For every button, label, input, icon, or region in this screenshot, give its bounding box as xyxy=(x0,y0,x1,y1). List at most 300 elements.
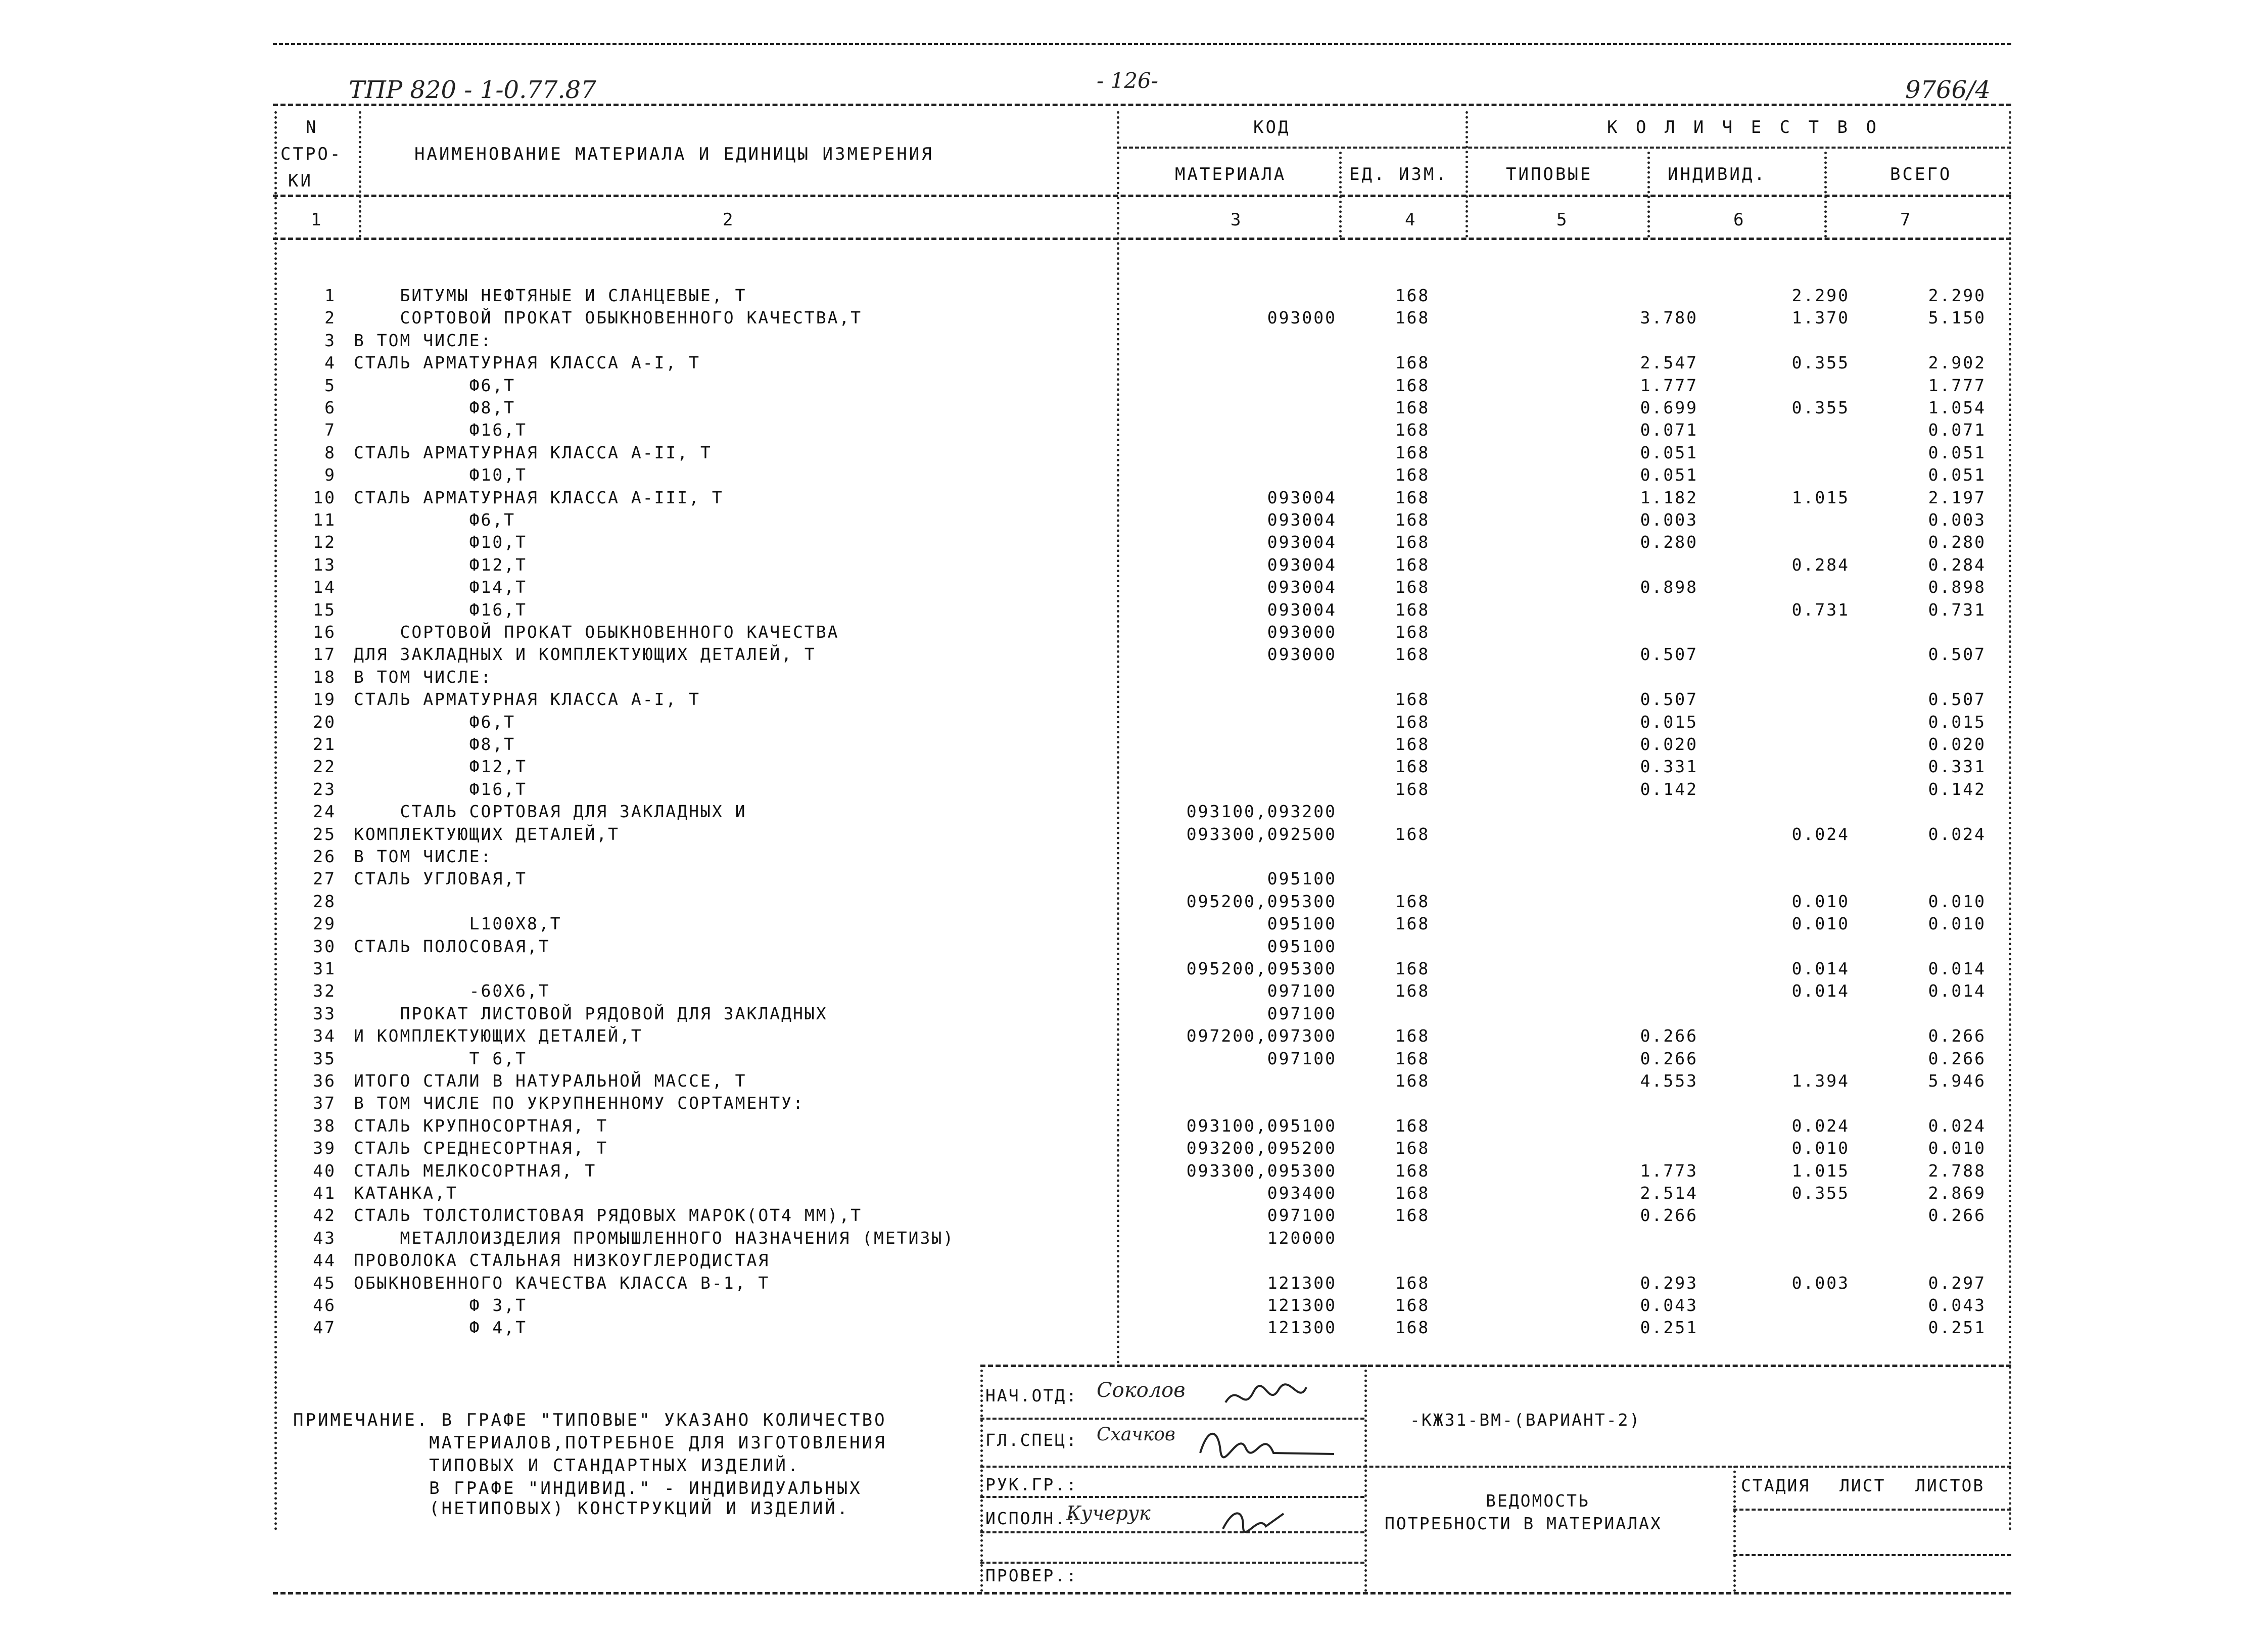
qty-total: 0.507 xyxy=(1928,644,1986,665)
qty-typical: 0.331 xyxy=(1640,757,1698,777)
row-number: 9 xyxy=(324,465,336,485)
qty-total: 1.054 xyxy=(1928,398,1986,417)
row-number: 17 xyxy=(313,644,336,665)
qty-typical: 0.293 xyxy=(1640,1273,1698,1293)
unit-code: 168 xyxy=(1395,554,1430,575)
unit-code: 168 xyxy=(1395,465,1430,485)
row-number: 38 xyxy=(313,1115,336,1136)
unit-code: 168 xyxy=(1395,577,1430,597)
row-number: 3 xyxy=(324,330,336,350)
row-number: 7 xyxy=(324,420,336,440)
stamp-nach-otd-name: Соколов xyxy=(1097,1379,1186,1402)
material-name: СТАЛЬ АРМАТУРНАЯ КЛАССА А-I, Т xyxy=(354,689,701,710)
material-code: 093100,093200 xyxy=(1186,802,1337,822)
stamp-line-4 xyxy=(980,1531,1364,1533)
note-line-2: МАТЕРИАЛОВ,ПОТРЕБНОЕ ДЛЯ ИЗГОТОВЛЕНИЯ xyxy=(293,1433,887,1453)
material-name: Т 6,Т xyxy=(354,1048,528,1068)
table-bottom-line xyxy=(980,1365,2011,1367)
row-number: 5 xyxy=(324,375,336,395)
qty-total: 0.010 xyxy=(1928,891,1986,911)
material-name: СТАЛЬ ПОЛОСОВАЯ,Т xyxy=(354,936,550,956)
material-name: В ТОМ ЧИСЛЕ: xyxy=(354,667,493,687)
material-name: ОБЫКНОВЕННОГО КАЧЕСТВА КЛАССА В-1, Т xyxy=(354,1273,770,1293)
unit-code: 168 xyxy=(1395,1273,1430,1293)
table-row xyxy=(0,532,2268,554)
unit-code: 168 xyxy=(1395,959,1430,978)
unit-code: 168 xyxy=(1395,622,1430,642)
sep-typ-ind xyxy=(1647,152,1650,238)
qty-typical: 0.142 xyxy=(1640,779,1698,799)
page-number: - 126- xyxy=(1097,68,1158,93)
col-num-3: 3 xyxy=(1231,210,1243,230)
material-name: В ТОМ ЧИСЛЕ: xyxy=(354,330,493,350)
table-row xyxy=(0,331,2268,353)
qty-individual: 0.355 xyxy=(1791,398,1850,417)
material-name: СТАЛЬ УГЛОВАЯ,Т xyxy=(354,869,528,889)
qty-typical: 0.003 xyxy=(1640,510,1698,530)
row-number: 33 xyxy=(313,1003,336,1023)
qty-typical: 0.051 xyxy=(1640,442,1698,462)
bottom-border xyxy=(273,1592,2011,1594)
unit-code: 168 xyxy=(1395,420,1430,440)
qty-individual: 0.010 xyxy=(1791,1138,1850,1158)
col-code-unit: ЕД. ИЗМ. xyxy=(1349,164,1448,184)
material-name: БИТУМЫ НЕФТЯНЫЕ И СЛАНЦЕВЫЕ, Т xyxy=(354,286,747,305)
material-code: 093000 xyxy=(1267,644,1337,665)
stamp-sep-1 xyxy=(1364,1365,1367,1592)
table-row xyxy=(0,1250,2268,1273)
unit-code: 168 xyxy=(1395,1115,1430,1136)
qty-total: 0.266 xyxy=(1928,1205,1986,1226)
unit-code: 168 xyxy=(1395,981,1430,1001)
row-number: 8 xyxy=(324,442,336,462)
table-row xyxy=(0,1071,2268,1093)
material-name: СОРТОВОЙ ПРОКАТ ОБЫКНОВЕННОГО КАЧЕСТВА,Т xyxy=(354,308,863,328)
unit-code: 168 xyxy=(1395,353,1430,373)
row-number: 14 xyxy=(313,577,336,597)
qty-typical: 0.266 xyxy=(1640,1205,1698,1226)
stamp-line-1 xyxy=(980,1418,1364,1420)
row-number: 28 xyxy=(313,891,336,911)
material-name: КОМПЛЕКТУЮЩИХ ДЕТАЛЕЙ,Т xyxy=(354,824,620,844)
unit-code: 168 xyxy=(1395,1205,1430,1226)
stamp-title-line-2: ПОТРЕБНОСТИ В МАТЕРИАЛАХ xyxy=(1385,1514,1662,1533)
material-code: 093400 xyxy=(1267,1183,1337,1203)
sep-ind-tot xyxy=(1824,152,1827,238)
unit-code: 168 xyxy=(1395,1318,1430,1338)
qty-typical: 2.547 xyxy=(1640,353,1698,373)
col-num-1: 1 xyxy=(311,210,323,230)
qty-typical: 0.699 xyxy=(1640,398,1698,417)
stamp-left-border xyxy=(980,1365,983,1592)
qty-typical: 0.043 xyxy=(1640,1295,1698,1315)
table-row xyxy=(0,824,2268,847)
qty-typical: 0.266 xyxy=(1640,1048,1698,1068)
row-number: 15 xyxy=(313,599,336,620)
table-row xyxy=(0,1183,2268,1205)
col-num-2: 2 xyxy=(723,210,735,230)
table-row xyxy=(0,757,2268,779)
material-name: Ф6,Т xyxy=(354,510,516,530)
qty-typical: 0.020 xyxy=(1640,734,1698,754)
material-name: L100X8,Т xyxy=(354,914,562,934)
material-name: ПРОКАТ ЛИСТОВОЙ РЯДОВОЙ ДЛЯ ЗАКЛАДНЫХ xyxy=(354,1003,828,1023)
unit-code: 168 xyxy=(1395,1026,1430,1046)
table-row xyxy=(0,644,2268,667)
qty-typical: 1.773 xyxy=(1640,1160,1698,1181)
qty-total: 2.788 xyxy=(1928,1160,1986,1181)
table-row xyxy=(0,420,2268,442)
unit-code: 168 xyxy=(1395,891,1430,911)
unit-code: 168 xyxy=(1395,779,1430,799)
material-code: 093300,092500 xyxy=(1186,824,1337,844)
table-row xyxy=(0,1273,2268,1295)
material-name: СТАЛЬ АРМАТУРНАЯ КЛАССА А-I, Т xyxy=(354,353,701,373)
unit-code: 168 xyxy=(1395,375,1430,395)
stamp-sheet: ЛИСТ xyxy=(1839,1476,1886,1495)
material-code: 120000 xyxy=(1267,1228,1337,1248)
table-row xyxy=(0,398,2268,420)
row-number: 16 xyxy=(313,622,336,642)
qty-total: 0.015 xyxy=(1928,712,1986,732)
row-number: 36 xyxy=(313,1071,336,1091)
qty-total: 0.071 xyxy=(1928,420,1986,440)
table-row xyxy=(0,981,2268,1003)
stamp-line-3 xyxy=(980,1496,1364,1498)
unit-code: 168 xyxy=(1395,286,1430,305)
row-number: 20 xyxy=(313,712,336,732)
col-qty-typical: ТИПОВЫЕ xyxy=(1506,164,1593,184)
stamp-gl-spec-name: Схачков xyxy=(1097,1424,1175,1445)
signature-nach-otd xyxy=(1223,1377,1309,1418)
row-number: 43 xyxy=(313,1228,336,1248)
col-code-material: МАТЕРИАЛА xyxy=(1175,164,1287,184)
material-code: 093200,095200 xyxy=(1186,1138,1337,1158)
col-qty-total: ВСЕГО xyxy=(1890,164,1952,184)
table-row xyxy=(0,689,2268,712)
material-name: СТАЛЬ СРЕДНЕСОРТНАЯ, Т xyxy=(354,1138,608,1158)
material-name: ИТОГО СТАЛИ В НАТУРАЛЬНОЙ МАССЕ, Т xyxy=(354,1071,747,1091)
material-name: Ф10,Т xyxy=(354,532,528,552)
doc-code: ТПР 820 - 1-0.77.87 xyxy=(349,76,596,104)
row-number: 11 xyxy=(313,510,336,530)
material-code: 095100 xyxy=(1267,914,1337,934)
unit-code: 168 xyxy=(1395,532,1430,552)
row-number: 25 xyxy=(313,824,336,844)
material-name: СТАЛЬ СОРТОВАЯ ДЛЯ ЗАКЛАДНЫХ И xyxy=(354,802,747,822)
col-no-line3: КИ xyxy=(288,171,313,191)
table-row xyxy=(0,959,2268,981)
unit-code: 168 xyxy=(1395,1295,1430,1315)
row-number: 10 xyxy=(313,487,336,507)
material-name: Ф14,Т xyxy=(354,577,528,597)
qty-total: 5.150 xyxy=(1928,308,1986,328)
qty-total: 0.898 xyxy=(1928,577,1986,597)
material-name: СТАЛЬ АРМАТУРНАЯ КЛАССА А-III, Т xyxy=(354,487,724,507)
unit-code: 168 xyxy=(1395,1048,1430,1068)
qty-total: 0.251 xyxy=(1928,1318,1986,1338)
sep-unit-typ xyxy=(1466,111,1468,238)
signature-ispoln xyxy=(1218,1504,1289,1539)
col-code-header: КОД xyxy=(1253,117,1291,137)
material-name: И КОМПЛЕКТУЮЩИХ ДЕТАЛЕЙ,Т xyxy=(354,1026,643,1046)
table-row xyxy=(0,847,2268,869)
stamp-line-7 xyxy=(1733,1554,2011,1556)
col-num-7: 7 xyxy=(1900,210,1913,230)
table-row xyxy=(0,712,2268,734)
qty-total: 0.266 xyxy=(1928,1026,1986,1046)
row-number: 26 xyxy=(313,847,336,866)
material-code: 093004 xyxy=(1267,532,1337,552)
qty-typical: 0.898 xyxy=(1640,577,1698,597)
row-number: 22 xyxy=(313,757,336,777)
material-name: СТАЛЬ МЕЛКОСОРТНАЯ, Т xyxy=(354,1160,597,1181)
material-name: Ф8,Т xyxy=(354,734,516,754)
table-row xyxy=(0,488,2268,510)
row-number: 32 xyxy=(313,981,336,1001)
material-code: 097100 xyxy=(1267,1003,1337,1023)
qty-typical: 0.507 xyxy=(1640,689,1698,710)
material-name: Ф16,Т xyxy=(354,599,528,620)
row-number: 46 xyxy=(313,1295,336,1315)
material-code: 093100,095100 xyxy=(1186,1115,1337,1136)
qty-total: 0.051 xyxy=(1928,442,1986,462)
row-number: 35 xyxy=(313,1048,336,1068)
material-code: 121300 xyxy=(1267,1295,1337,1315)
row-number: 13 xyxy=(313,554,336,575)
row-number: 31 xyxy=(313,959,336,978)
col-no-line1: N xyxy=(306,117,318,137)
qty-total: 2.902 xyxy=(1928,353,1986,373)
material-code: 093000 xyxy=(1267,308,1337,328)
qty-total: 0.051 xyxy=(1928,465,1986,485)
row-number: 39 xyxy=(313,1138,336,1158)
qty-individual: 1.015 xyxy=(1791,1160,1850,1181)
qty-total: 1.777 xyxy=(1928,375,1986,395)
material-code: 097200,097300 xyxy=(1186,1026,1337,1046)
signature-gl-spec xyxy=(1198,1423,1339,1463)
table-row xyxy=(0,914,2268,936)
qty-typical: 1.182 xyxy=(1640,487,1698,507)
row-number: 42 xyxy=(313,1205,336,1226)
unit-code: 168 xyxy=(1395,442,1430,462)
table-row xyxy=(0,376,2268,398)
stamp-line-2 xyxy=(980,1466,2011,1468)
table-row xyxy=(0,600,2268,622)
qty-individual: 0.731 xyxy=(1791,599,1850,620)
material-name: ПРОВОЛОКА СТАЛЬНАЯ НИЗКОУГЛЕРОДИСТАЯ xyxy=(354,1250,770,1271)
material-code: 097100 xyxy=(1267,1048,1337,1068)
qty-individual: 1.394 xyxy=(1791,1071,1850,1091)
material-name: МЕТАЛЛОИЗДЕЛИЯ ПРОМЫШЛЕННОГО НАЗНАЧЕНИЯ (МЕТИЗЫ) xyxy=(354,1228,955,1248)
qty-typical: 4.553 xyxy=(1640,1071,1698,1091)
unit-code: 168 xyxy=(1395,644,1430,665)
note-line-5: (НЕТИПОВЫХ) КОНСТРУКЦИЙ И ИЗДЕЛИЙ. xyxy=(293,1498,850,1519)
material-code: 093004 xyxy=(1267,487,1337,507)
material-name: Ф12,Т xyxy=(354,554,528,575)
stamp-prover: ПРОВЕР.: xyxy=(985,1566,1078,1585)
qty-total: 0.284 xyxy=(1928,554,1986,575)
note-line-1: ПРИМЕЧАНИЕ. В ГРАФЕ "ТИПОВЫЕ" УКАЗАНО КОЛИЧЕСТВО xyxy=(293,1410,887,1430)
qty-total: 0.010 xyxy=(1928,1138,1986,1158)
col-no-line2: СТРО- xyxy=(280,144,343,164)
note-line-3: ТИПОВЫХ И СТАНДАРТНЫХ ИЗДЕЛИЙ. xyxy=(293,1456,800,1476)
table-row xyxy=(0,1295,2268,1318)
qty-individual: 1.015 xyxy=(1791,487,1850,507)
qty-total: 0.024 xyxy=(1928,824,1986,844)
material-name: Ф 4,Т xyxy=(354,1318,528,1338)
qty-typical: 0.251 xyxy=(1640,1318,1698,1338)
qty-individual: 0.014 xyxy=(1791,959,1850,978)
qty-individual: 0.014 xyxy=(1791,981,1850,1001)
qty-total: 0.043 xyxy=(1928,1295,1986,1315)
row-number: 27 xyxy=(313,869,336,889)
qty-individual: 0.010 xyxy=(1791,891,1850,911)
table-row xyxy=(0,1049,2268,1071)
unit-code: 168 xyxy=(1395,712,1430,732)
material-name: Ф8,Т xyxy=(354,398,516,417)
material-code: 093300,095300 xyxy=(1186,1160,1337,1181)
table-row xyxy=(0,622,2268,644)
material-code: 097100 xyxy=(1267,981,1337,1001)
unit-code: 168 xyxy=(1395,1160,1430,1181)
material-name: Ф16,Т xyxy=(354,420,528,440)
table-row xyxy=(0,779,2268,802)
material-name: Ф16,Т xyxy=(354,779,528,799)
qty-total: 0.280 xyxy=(1928,532,1986,552)
row-number: 24 xyxy=(313,802,336,822)
material-name: КАТАНКА,Т xyxy=(354,1183,458,1203)
top-border xyxy=(273,43,2011,45)
stamp-stage: СТАДИЯ xyxy=(1741,1476,1811,1495)
table-row xyxy=(0,802,2268,824)
material-code: 121300 xyxy=(1267,1273,1337,1293)
qty-total: 0.142 xyxy=(1928,779,1986,799)
table-row xyxy=(0,308,2268,330)
qty-individual: 0.284 xyxy=(1791,554,1850,575)
qty-individual: 1.370 xyxy=(1791,308,1850,328)
table-row xyxy=(0,667,2268,689)
material-name: -60X6,Т xyxy=(354,981,550,1001)
table-row xyxy=(0,1205,2268,1228)
table-row xyxy=(0,577,2268,599)
material-name: Ф12,Т xyxy=(354,757,528,777)
material-code: 093004 xyxy=(1267,510,1337,530)
row-number: 47 xyxy=(313,1318,336,1338)
material-code: 095200,095300 xyxy=(1186,891,1337,911)
qty-typical: 0.266 xyxy=(1640,1026,1698,1046)
qty-total: 0.020 xyxy=(1928,734,1986,754)
unit-code: 168 xyxy=(1395,757,1430,777)
header-mid-line xyxy=(1117,147,2011,149)
qty-typical: 0.507 xyxy=(1640,644,1698,665)
row-number: 19 xyxy=(313,689,336,710)
stamp-ispoln-name: Кучерук xyxy=(1066,1502,1151,1524)
col-qty-header: К О Л И Ч Е С Т В О xyxy=(1607,117,1880,137)
unit-code: 168 xyxy=(1395,308,1430,328)
qty-typical: 2.514 xyxy=(1640,1183,1698,1203)
title-underline xyxy=(273,104,2011,106)
qty-individual: 0.010 xyxy=(1791,914,1850,934)
unit-code: 168 xyxy=(1395,914,1430,934)
table-row xyxy=(0,1004,2268,1026)
sep-code-unit xyxy=(1339,152,1342,238)
stamp-ispoln: ИСПОЛН.: xyxy=(985,1509,1078,1528)
header-bottom-line xyxy=(273,195,2011,197)
unit-code: 168 xyxy=(1395,398,1430,417)
row-number: 40 xyxy=(313,1160,336,1181)
qty-individual: 2.290 xyxy=(1791,286,1850,305)
qty-total: 0.010 xyxy=(1928,914,1986,934)
table-row xyxy=(0,1318,2268,1340)
col-num-6: 6 xyxy=(1733,210,1746,230)
unit-code: 168 xyxy=(1395,689,1430,710)
table-row xyxy=(0,869,2268,891)
qty-total: 2.197 xyxy=(1928,487,1986,507)
row-number: 30 xyxy=(313,936,336,956)
table-row xyxy=(0,936,2268,959)
row-number: 45 xyxy=(313,1273,336,1293)
unit-code: 168 xyxy=(1395,1138,1430,1158)
stamp-gl-spec: ГЛ.СПЕЦ: xyxy=(985,1430,1078,1450)
numbers-bottom-line xyxy=(273,238,2011,240)
qty-individual: 0.003 xyxy=(1791,1273,1850,1293)
stamp-sep-2 xyxy=(1733,1466,1736,1592)
qty-total: 0.331 xyxy=(1928,757,1986,777)
material-code: 093004 xyxy=(1267,599,1337,620)
qty-typical: 0.015 xyxy=(1640,712,1698,732)
table-row xyxy=(0,1116,2268,1138)
stamp-nach-otd: НАЧ.ОТД: xyxy=(985,1386,1078,1405)
row-number: 12 xyxy=(313,532,336,552)
stamp-ruk-gr: РУК.ГР.: xyxy=(985,1475,1078,1494)
table-row xyxy=(0,734,2268,757)
qty-individual: 0.355 xyxy=(1791,1183,1850,1203)
qty-total: 0.003 xyxy=(1928,510,1986,530)
qty-total: 0.014 xyxy=(1928,959,1986,978)
material-name: Ф 3,Т xyxy=(354,1295,528,1315)
qty-total: 2.869 xyxy=(1928,1183,1986,1203)
table-row xyxy=(0,555,2268,577)
qty-total: 2.290 xyxy=(1928,286,1986,305)
table-row xyxy=(0,510,2268,532)
sep-no-name xyxy=(359,111,361,238)
qty-total: 0.014 xyxy=(1928,981,1986,1001)
stamp-project-code: -КЖ31-ВМ-(ВАРИАНТ-2) xyxy=(1410,1410,1641,1430)
material-code: 093004 xyxy=(1267,577,1337,597)
table-row xyxy=(0,465,2268,487)
material-name: Ф6,Т xyxy=(354,712,516,732)
qty-individual: 0.355 xyxy=(1791,353,1850,373)
stamp-line-6 xyxy=(1733,1509,2011,1511)
col-qty-individual: ИНДИВИД. xyxy=(1668,164,1767,184)
row-number: 18 xyxy=(313,667,336,687)
material-code: 121300 xyxy=(1267,1318,1337,1338)
table-row xyxy=(0,1026,2268,1048)
qty-individual: 0.024 xyxy=(1791,824,1850,844)
material-name: СОРТОВОЙ ПРОКАТ ОБЫКНОВЕННОГО КАЧЕСТВА xyxy=(354,622,839,642)
qty-individual: 0.024 xyxy=(1791,1115,1850,1136)
col-num-5: 5 xyxy=(1556,210,1569,230)
row-number: 23 xyxy=(313,779,336,799)
qty-total: 5.946 xyxy=(1928,1071,1986,1091)
table-row xyxy=(0,892,2268,914)
qty-total: 0.297 xyxy=(1928,1273,1986,1293)
qty-typical: 0.071 xyxy=(1640,420,1698,440)
row-number: 6 xyxy=(324,398,336,417)
material-name: СТАЛЬ АРМАТУРНАЯ КЛАССА А-II, Т xyxy=(354,442,712,462)
qty-total: 0.266 xyxy=(1928,1048,1986,1068)
